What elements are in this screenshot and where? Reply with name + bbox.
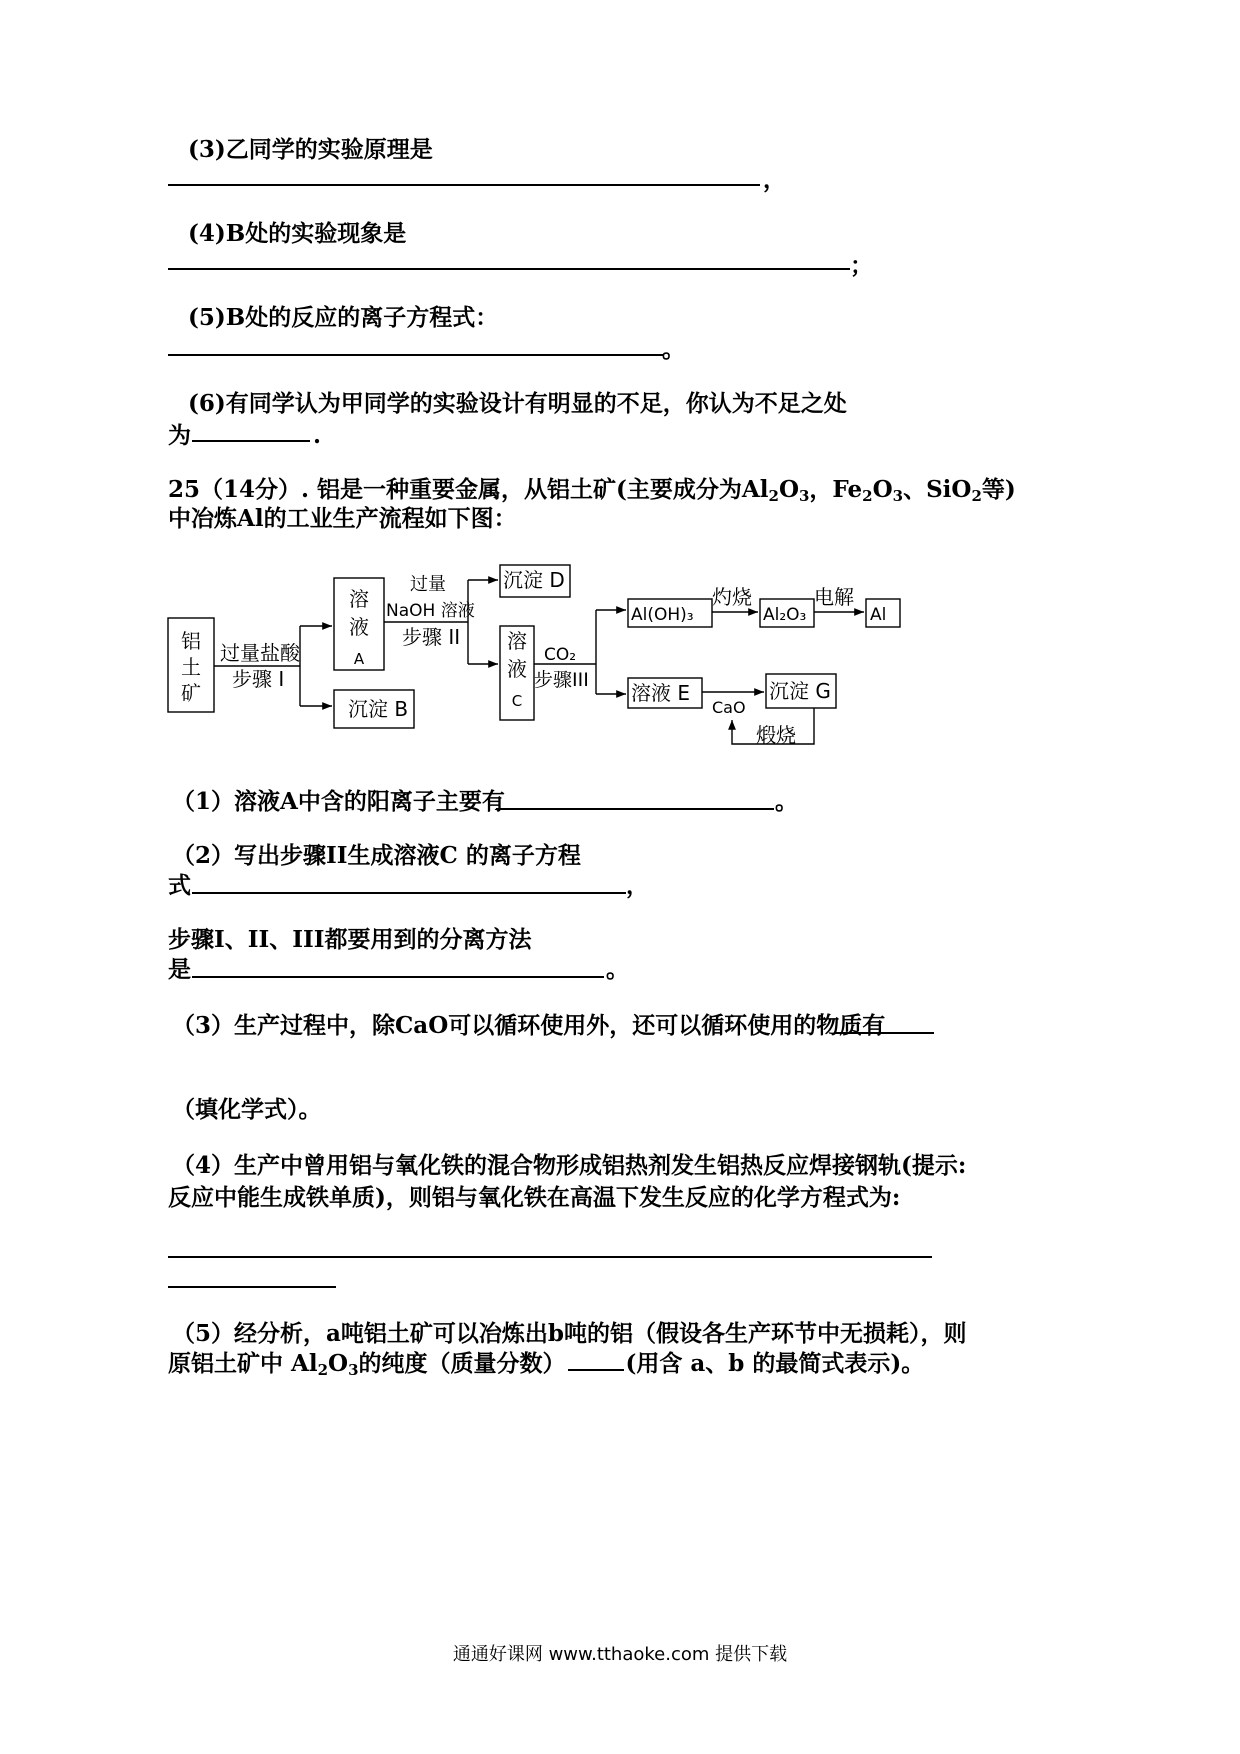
question-4-label: (4)B处的实验现象是 (188, 220, 407, 247)
label-solution-a-3: A (353, 650, 365, 668)
sub-question-2-prefix: 式 (168, 872, 191, 899)
answer-line-sub-1[interactable] (496, 808, 774, 810)
sub-question-5-line1: （5）经分析，a吨铝土矿可以冶炼出b吨的铝（假设各生产环节中无损耗），则 (172, 1320, 967, 1347)
question-6-prefix: 为 (168, 422, 191, 449)
problem-25-intro-line1: 25（14分）. 铝是一种重要金属，从铝土矿(主要成分为$Al_2O_3$，$Fe_2O_3$、SiO$_2$等) (168, 476, 1016, 505)
answer-line-sub-2b[interactable] (192, 976, 604, 978)
label-calcine-2: 煅烧 (756, 723, 796, 747)
answer-line-sub-2[interactable] (192, 892, 626, 894)
sub-question-2-line1: （2）写出步骤II生成溶液C 的离子方程 (172, 842, 581, 869)
label-solution-a-2: 液 (349, 615, 369, 639)
process-flowchart (0, 0, 1240, 760)
answer-line-sub-4a[interactable] (168, 1256, 932, 1258)
label-step-3: 步骤III (534, 669, 589, 691)
label-cao: CaO (712, 698, 746, 717)
sub-question-2b-line1: 步骤I、II、III都要用到的分离方法 (168, 926, 532, 953)
label-reagent-hcl: 过量盐酸 (220, 641, 300, 665)
label-solution-c-3: C (511, 692, 523, 710)
question-4-end: ； (850, 252, 873, 279)
label-calcine-1: 灼烧 (712, 585, 752, 609)
page-footer: 通通好课网 www.tthaoke.com 提供下载 (452, 1644, 788, 1665)
question-6-end: . (313, 422, 322, 449)
label-solution-c-1: 溶 (507, 629, 527, 653)
question-3-end: ， (763, 166, 786, 193)
label-electrolysis: 电解 (814, 585, 854, 609)
sub-question-1: （1）溶液A中含的阳离子主要有 (172, 788, 505, 815)
sub-question-3-line2: （填化学式）。 (172, 1096, 322, 1123)
label-step-1: 步骤 I (232, 667, 285, 691)
label-al: Al (870, 605, 887, 625)
label-reagent-naoh: NaOH 溶液 (386, 601, 475, 621)
label-ore-2: 土 (181, 655, 201, 679)
label-precipitate-d: 沉淀 D (503, 568, 565, 592)
label-precipitate-g: 沉淀 G (769, 679, 831, 703)
label-step-2: 步骤 II (402, 625, 461, 649)
answer-line-sub-5[interactable] (568, 1369, 624, 1371)
answer-line-sub-3[interactable] (834, 1032, 934, 1034)
sub-question-3: （3）生产过程中，除CaO可以循环使用外，还可以循环使用的物质有 (172, 1012, 886, 1039)
sub-question-5-line2: 原铝土矿中 $Al_2O_3$的纯度（质量分数） (用含 a、b 的最简式表示)。 (168, 1350, 925, 1379)
sub-question-2b-prefix: 是 (168, 956, 191, 983)
label-reagent-excess: 过量 (410, 574, 446, 595)
label-ore-1: 铝 (181, 629, 201, 653)
question-3-label: (3)乙同学的实验原理是 (188, 136, 433, 163)
label-precipitate-b: 沉淀 B (348, 697, 409, 721)
label-solution-e: 溶液 E (631, 681, 690, 705)
label-reagent-co2: CO₂ (544, 645, 577, 665)
label-al2o3: Al₂O₃ (763, 605, 807, 625)
sub-question-2-end: ， (626, 872, 649, 899)
label-solution-c-2: 液 (507, 657, 527, 681)
sub-question-4-line2: 反应中能生成铁单质)，则铝与氧化铁在高温下发生反应的化学方程式为: (168, 1184, 901, 1211)
problem-25-intro-line2: 中冶炼Al的工业生产流程如下图： (168, 505, 517, 532)
question-5-label: (5)B处的反应的离子方程式： (188, 304, 499, 331)
label-aloh3: Al(OH)₃ (631, 605, 694, 625)
sub-question-2b-end: 。 (606, 956, 629, 983)
label-solution-a-1: 溶 (349, 587, 369, 611)
label-ore-3: 矿 (181, 681, 201, 705)
sub-question-4-line1: （4）生产中曾用铝与氧化铁的混合物形成铝热剂发生铝热反应焊接钢轨(提示: (172, 1152, 967, 1179)
question-5-end: 。 (662, 336, 685, 363)
answer-line-sub-4b[interactable] (168, 1286, 336, 1288)
sub-question-1-end: 。 (775, 788, 798, 815)
question-6-line1: (6)有同学认为甲同学的实验设计有明显的不足，你认为不足之处 (188, 390, 847, 417)
